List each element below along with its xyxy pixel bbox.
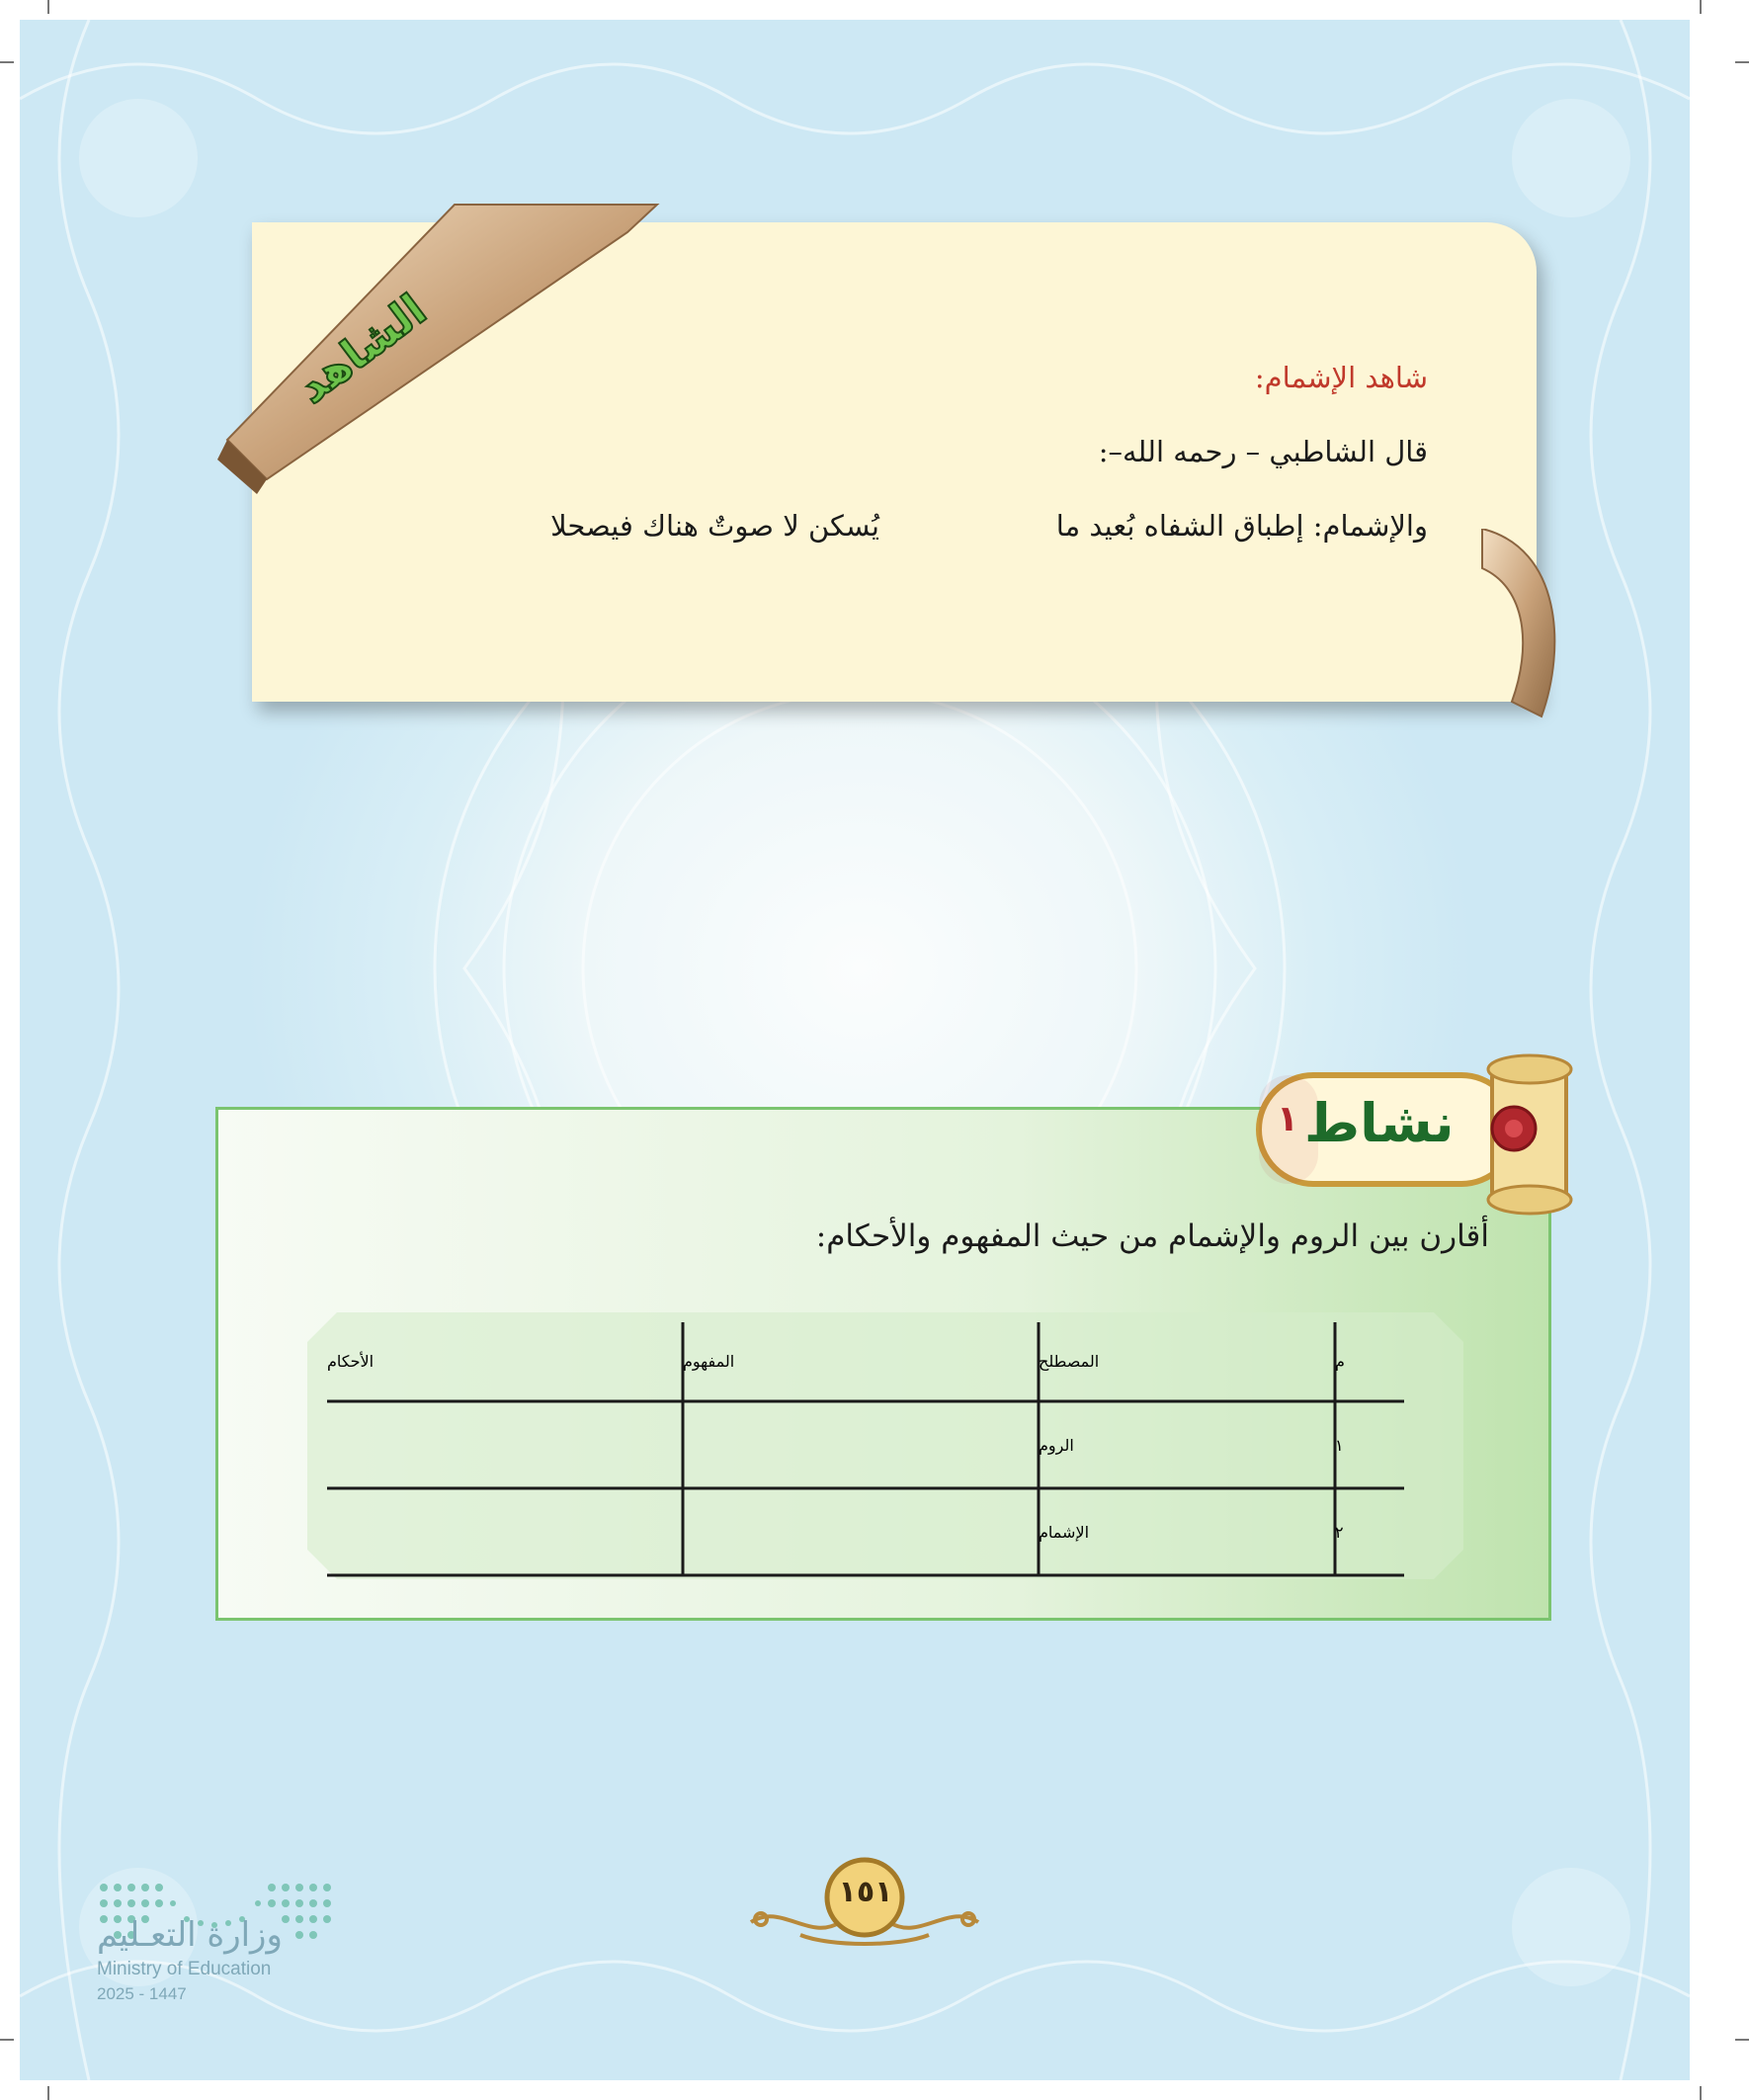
page-number: ١٥١ [838, 1875, 893, 1909]
row-2-rulings[interactable] [327, 1523, 683, 1562]
witness-ribbon [217, 193, 682, 499]
witness-heading: شاهد الإشمام: [1254, 361, 1428, 394]
verse-second-hemistich: يُسكن لا صوتٌ هناك فيصحلا [550, 509, 879, 543]
verse-first-hemistich: والإشمام: إطباق الشفاه بُعيد ما [1055, 509, 1428, 543]
ministry-name-english: Ministry of Education [97, 1959, 272, 1979]
activity-badge-label: نشاط [1304, 1092, 1455, 1154]
ribbon-corner [1472, 529, 1571, 726]
witness-ribbon-label: الشاهد [288, 285, 437, 414]
witness-intro: قال الشاطبي – رحمه الله–: [1098, 435, 1428, 468]
header-num: م [1335, 1352, 1345, 1371]
row-2-num: ٢ [1335, 1523, 1344, 1542]
row-2-term: الإشمام [1039, 1523, 1090, 1542]
edition-year: 2025 - 1447 [97, 1984, 187, 2003]
scroll-icon [1488, 1055, 1571, 1214]
row-1-term: الروم [1039, 1436, 1074, 1455]
header-concept: المفهوم [683, 1352, 735, 1371]
activity-prompt: أقارن بين الروم والإشمام من حيث المفهوم والأحكام: [815, 1218, 1489, 1254]
activity-badge-number: ١ [1277, 1099, 1298, 1139]
header-rulings: الأحكام [327, 1352, 375, 1371]
row-1-num: ١ [1335, 1436, 1344, 1455]
row-1-rulings[interactable] [327, 1436, 683, 1475]
textbook-page [20, 20, 1690, 2080]
row-2-concept[interactable] [683, 1523, 1039, 1562]
ministry-name-arabic: وزارة التعـليم [97, 1915, 283, 1955]
header-term: المصطلح [1039, 1352, 1100, 1371]
row-1-concept[interactable] [683, 1436, 1039, 1475]
